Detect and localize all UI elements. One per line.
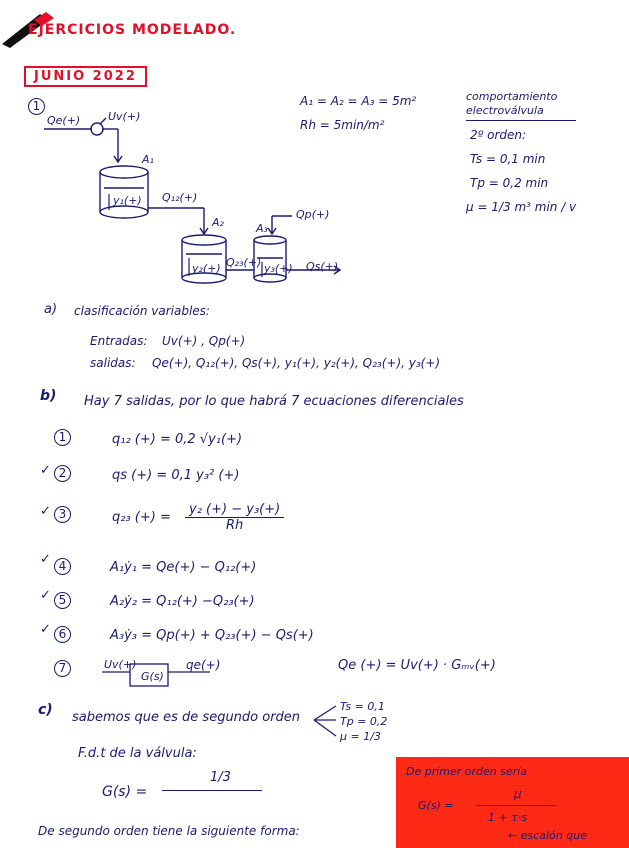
behavior-ts: Ts = 0,1 min [470, 152, 546, 166]
section-a-label: a) [44, 302, 58, 317]
gs-fraction-bar [162, 790, 262, 791]
page-title: EJERCICIOS MODELADO. [28, 22, 237, 38]
a2-label: A₂ [212, 216, 224, 229]
first-order-note [396, 757, 629, 848]
q23-label: Q₂₃(+) [226, 256, 262, 269]
equation-3-numerator: y₂ (+) − y₃(+) [189, 502, 281, 517]
equation-5: A₂ẏ₂ = Q₁₂(+) −Q₂₃(+) [110, 594, 255, 609]
brace-tp: Tp = 0,2 [340, 715, 388, 728]
outputs-value: Qe(+), Q₁₂(+), Qs(+), y₁(+), y₂(+), Q₂₃(+), y₃(+) [152, 356, 441, 370]
y2-label: y₂(+) [192, 262, 221, 275]
behavior-tp: Tp = 0,2 min [470, 176, 549, 190]
qe-label: Qe(+) [47, 114, 81, 127]
brace-ts: Ts = 0,1 [340, 700, 385, 713]
check-mark-icon: ✓ [40, 588, 51, 603]
q12-label: Q₁₂(+) [162, 191, 198, 204]
eq-number: 5 [54, 592, 71, 609]
eq-number: 6 [54, 626, 71, 643]
block-output-label: qe(+) [186, 658, 221, 672]
note-line-1: De primer orden sería [406, 765, 528, 778]
y3-label: y₃(+) [264, 262, 293, 275]
ft-label: F.d.t de la válvula: [78, 746, 197, 761]
check-mark-icon: ✓ [40, 552, 51, 567]
section-b-text: Hay 7 salidas, por lo que habrá 7 ecuaciones diferenciales [84, 394, 464, 409]
outputs-label: salidas: [90, 356, 136, 370]
check-mark-icon: ✓ [40, 622, 51, 637]
equation-3-lhs: q₂₃ (+) = [112, 510, 171, 525]
inputs-value: Uv(+) , Qp(+) [162, 334, 246, 348]
equation-3 [112, 502, 284, 533]
brace-arrows [310, 702, 340, 742]
equation-2: qs (+) = 0,1 y₃² (+) [112, 468, 240, 483]
a1-label: A₁ [142, 153, 154, 166]
equation-1: q₁₂ (+) = 0,2 √y₁(+) [112, 432, 243, 447]
rh-param: Rh = 5min/m² [300, 118, 385, 132]
inputs-label: Entradas: [90, 334, 148, 348]
note-gs: G(s) = [418, 799, 454, 812]
qs-label: Qs(+) [306, 260, 339, 273]
section-a-title: clasificación variables: [74, 304, 210, 318]
equation-6: A₃ẏ₃ = Qp(+) + Q₂₃(+) − Qs(+) [110, 628, 314, 643]
equation-7: Qe (+) = Uv(+) · Gₘᵥ(+) [338, 658, 496, 673]
behavior-order: 2º orden: [470, 128, 527, 142]
area-params: A₁ = A₂ = A₃ = 5m² [300, 94, 417, 108]
note-denominator: 1 + τ·s [488, 811, 528, 824]
eq-number: 4 [54, 558, 71, 575]
qp-label: Qp(+) [296, 208, 330, 221]
check-mark-icon: ✓ [40, 463, 51, 478]
section-c-text: sabemos que es de segundo orden [72, 710, 301, 725]
brace-mu: μ = 1/3 [340, 730, 381, 743]
equation-3-denominator: Rh [185, 517, 284, 533]
gs-lhs: G(s) = [102, 784, 148, 800]
note-fraction-bar [476, 805, 556, 806]
a3-label: A₃ [256, 222, 268, 235]
problem-number: 1 [28, 98, 45, 115]
eq-number: 2 [54, 465, 71, 482]
block-label: G(s) [141, 670, 164, 683]
behavior-title: comportamiento electroválvula [466, 90, 576, 121]
eq-number: 3 [54, 506, 71, 523]
uv-label: Uv(+) [108, 110, 141, 123]
check-mark-icon: ✓ [40, 504, 51, 519]
second-order-text: De segundo orden tiene la siguiente forma: [38, 824, 300, 838]
exam-label: JUNIO 2022 [24, 66, 147, 87]
tank-diagram [0, 0, 629, 300]
gs-numerator: 1/3 [210, 770, 231, 785]
eq-number: 1 [54, 429, 71, 446]
y1-label: y₁(+) [113, 194, 142, 207]
behavior-gain: μ = 1/3 m³ min / v [466, 200, 577, 214]
equation-4: A₁ẏ₁ = Qe(+) − Q₁₂(+) [110, 560, 257, 575]
section-b-label: b) [40, 388, 57, 404]
block-input-label: Uv(+) [104, 658, 137, 671]
section-c-label: c) [38, 702, 53, 718]
note-numerator: μ [514, 787, 522, 801]
note-tag: ← escalón que [508, 829, 587, 842]
eq-number: 7 [54, 660, 71, 677]
